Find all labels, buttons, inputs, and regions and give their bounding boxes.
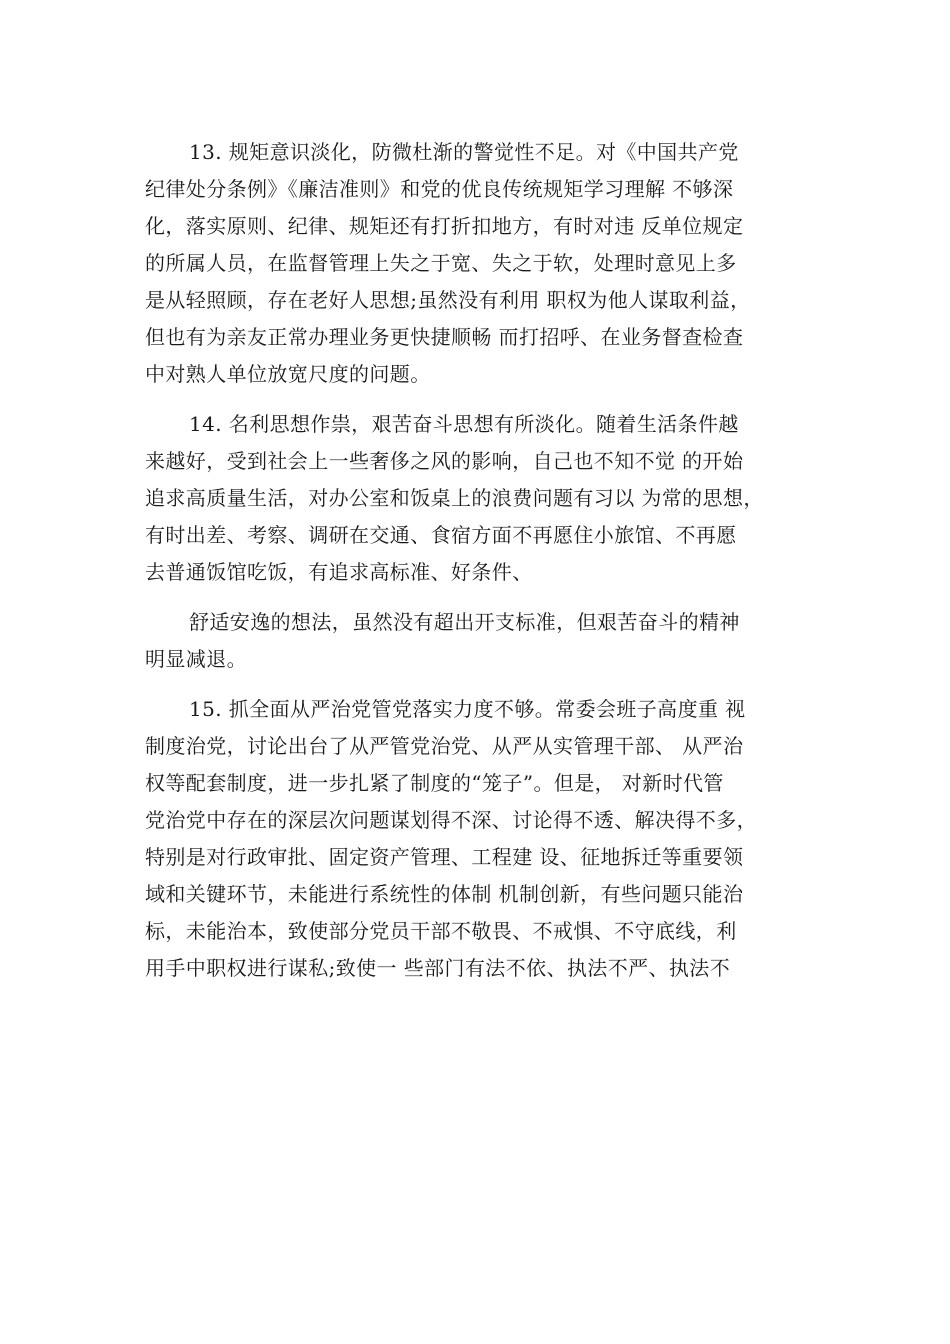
text-line: 标，未能治本，致使部分党员干部不敬畏、不戒惧、不守底线，利 (145, 919, 737, 943)
text-line: 是从轻照顾，存在老好人思想;虽然没有利用 职权为他人谋取利益， (145, 288, 751, 312)
text-line: 来越好，受到社会上一些奢侈之风的影响，自己也不知不觉 的开始 (145, 449, 744, 473)
text-line: 权等配套制度，进一步扎紧了制度的“笼子”。但是， 对新时代管 (145, 771, 724, 795)
document-body (145, 134, 805, 987)
paragraph-gap (145, 591, 805, 604)
text-line: 域和关键环节，未能进行系统性的体制 机制创新，有些问题只能治 (145, 882, 744, 906)
text-line: 中对熟人单位放宽尺度的问题。 (145, 362, 431, 386)
text-line: 明显减退。 (145, 647, 247, 671)
paragraph-14-continued (145, 604, 805, 678)
text-line: 制度治党，讨论出台了从严管党治党、从严从实管理干部、 从严治 (145, 734, 744, 758)
text-line: 14. 名利思想作祟，艰苦奋斗思想有所淡化。随着生活条件越 (189, 412, 739, 436)
paragraph-13 (145, 134, 805, 393)
paragraph-gap (145, 393, 805, 406)
text-line: 的所属人员，在监督管理上失之于宽、失之于软，处理时意见上多 (145, 251, 737, 275)
text-line: 去普通饭馆吃饭，有追求高标准、好条件、 (145, 560, 533, 584)
text-line: 追求高质量生活，对办公室和饭桌上的浪费问题有习以 为常的思想， (145, 486, 764, 510)
paragraph-15 (145, 691, 805, 987)
text-line: 15. 抓全面从严治党管党落实力度不够。常委会班子高度重 视 (189, 697, 746, 721)
text-line: 用手中职权进行谋私;致使一 些部门有法不依、执法不严、执法不 (145, 956, 731, 980)
text-line: 特别是对行政审批、固定资产管理、工程建 设、征地拆迁等重要领 (145, 845, 744, 869)
paragraph-14 (145, 406, 805, 591)
text-line: 13. 规矩意识淡化，防微杜渐的警觉性不足。对《中国共产党 (189, 140, 739, 164)
text-line: 但也有为亲友正常办理业务更快捷顺畅 而打招呼、在业务督查检查 (145, 325, 744, 349)
paragraph-gap (145, 678, 805, 691)
text-line: 有时出差、考察、调研在交通、食宿方面不再愿住小旅馆、不再愿 (145, 523, 737, 547)
text-line: 纪律处分条例》《廉洁准则》和党的优良传统规矩学习理解 不够深 (145, 177, 734, 201)
text-line: 化，落实原则、纪律、规矩还有打折扣地方，有时对违 反单位规定 (145, 214, 744, 238)
text-line: 党治党中存在的深层次问题谋划得不深、讨论得不透、解决得不多， (145, 808, 757, 832)
text-line: 舒适安逸的想法，虽然没有超出开支标准，但艰苦奋斗的精神 (189, 610, 740, 634)
